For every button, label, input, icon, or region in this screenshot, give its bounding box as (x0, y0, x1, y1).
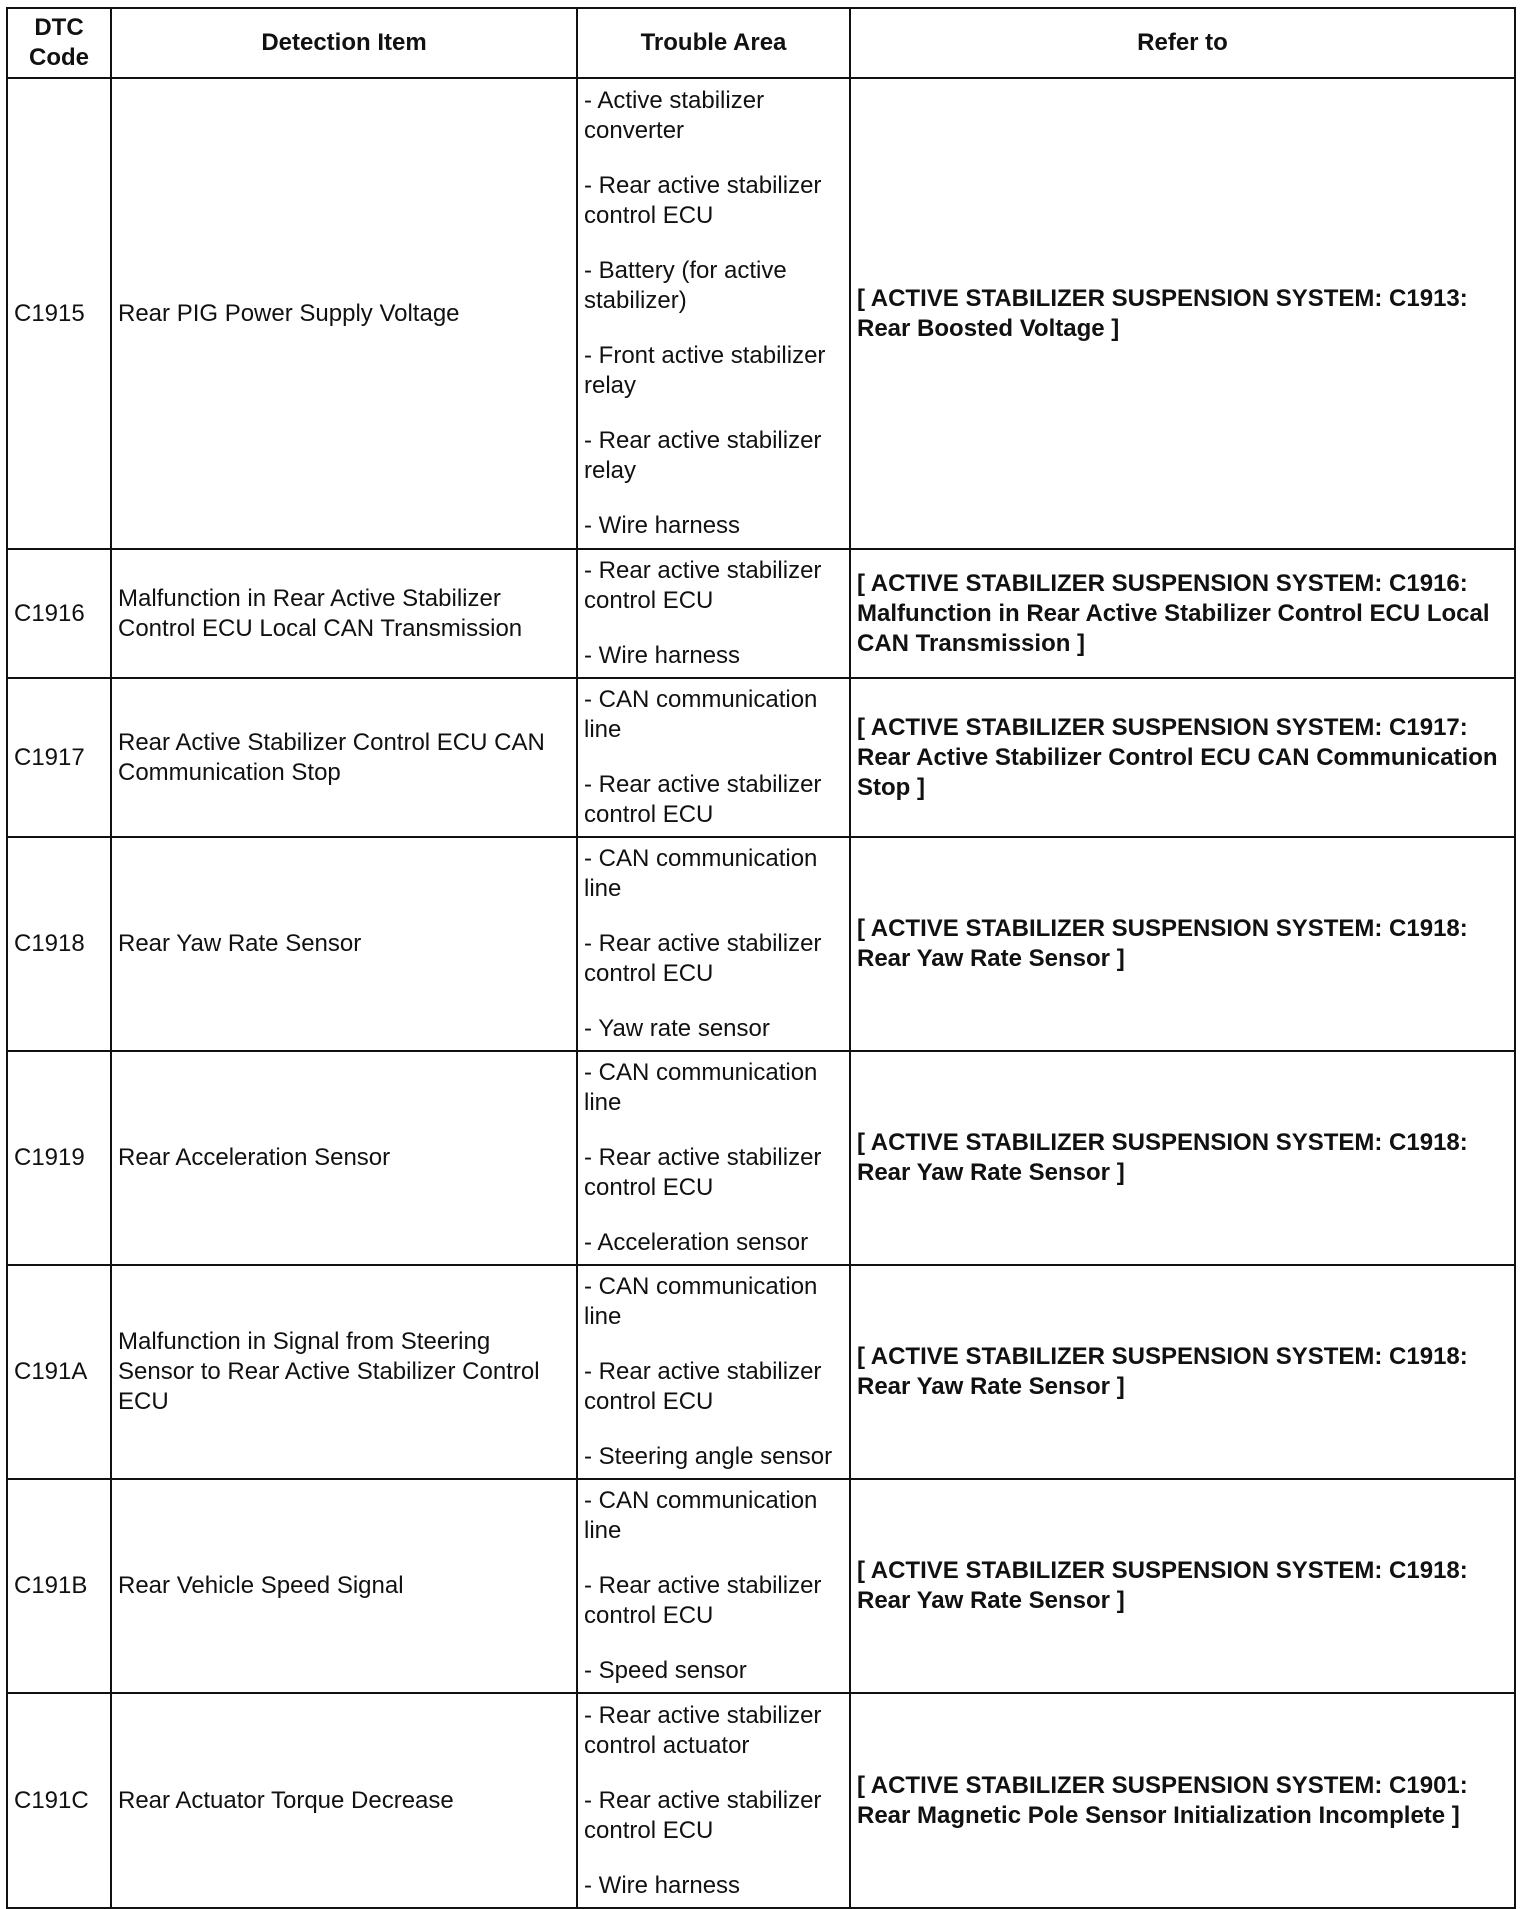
refer-to-link[interactable]: [ ACTIVE STABILIZER SUSPENSION SYSTEM: C1913: Rear Boosted Voltage ] (850, 78, 1515, 549)
trouble-area-item: - Rear active stabilizer control ECU (584, 1572, 822, 1629)
header-dtc-code: DTC Code (7, 8, 111, 78)
trouble-area-item: - Wire harness (584, 512, 741, 539)
refer-to-link[interactable]: [ ACTIVE STABILIZER SUSPENSION SYSTEM: C1918: Rear Yaw Rate Sensor ] (850, 1051, 1515, 1265)
refer-to-link[interactable]: [ ACTIVE STABILIZER SUSPENSION SYSTEM: C1918: Rear Yaw Rate Sensor ] (850, 1265, 1515, 1479)
trouble-area-cell (577, 1479, 850, 1693)
table-row (7, 1693, 1515, 1908)
trouble-area-item: - Steering angle sensor (584, 1443, 833, 1470)
trouble-area-item: - Wire harness (584, 642, 741, 669)
detection-item-cell: Rear Vehicle Speed Signal (111, 1479, 577, 1693)
trouble-area-item: - Rear active stabilizer control actuator (584, 1701, 822, 1759)
dtc-code-cell: C1916 (7, 549, 111, 678)
detection-item-cell: Rear Actuator Torque Decrease (111, 1693, 577, 1908)
header-trouble-area: Trouble Area (577, 8, 850, 78)
trouble-area-item: - CAN communication line (584, 1059, 818, 1116)
trouble-area-cell (577, 78, 850, 549)
table-row (7, 1051, 1515, 1265)
detection-item-cell: Rear Acceleration Sensor (111, 1051, 577, 1265)
table-row (7, 837, 1515, 1051)
refer-to-link[interactable]: [ ACTIVE STABILIZER SUSPENSION SYSTEM: C1901: Rear Magnetic Pole Sensor Initialization Incomplete ] (850, 1693, 1515, 1908)
trouble-area-item: - Acceleration sensor (584, 1229, 809, 1256)
trouble-area-item: - Front active stabilizer relay (584, 342, 826, 399)
refer-to-link[interactable]: [ ACTIVE STABILIZER SUSPENSION SYSTEM: C1918: Rear Yaw Rate Sensor ] (850, 1479, 1515, 1693)
trouble-area-item: - CAN communication line (584, 686, 818, 743)
trouble-area-cell (577, 837, 850, 1051)
detection-item-cell: Malfunction in Rear Active Stabilizer Control ECU Local CAN Transmission (111, 549, 577, 678)
dtc-table (6, 7, 1516, 1909)
trouble-area-item: - Wire harness (584, 1871, 741, 1899)
trouble-area-item: - Rear active stabilizer control ECU (584, 1144, 822, 1201)
table-row (7, 1479, 1515, 1693)
trouble-area-item: - Battery (for active stabilizer) (584, 257, 787, 314)
trouble-area-cell (577, 678, 850, 837)
header-detection-item: Detection Item (111, 8, 577, 78)
trouble-area-cell (577, 1265, 850, 1479)
detection-item-cell: Rear Yaw Rate Sensor (111, 837, 577, 1051)
table-row (7, 678, 1515, 837)
table-row (7, 1265, 1515, 1479)
refer-to-link[interactable]: [ ACTIVE STABILIZER SUSPENSION SYSTEM: C1916: Malfunction in Rear Active Stabilizer Control ECU Local CAN Transmission ] (850, 549, 1515, 678)
trouble-area-item: - Rear active stabilizer control ECU (584, 771, 822, 828)
trouble-area-item: - Speed sensor (584, 1657, 747, 1684)
header-refer-to: Refer to (850, 8, 1515, 78)
trouble-area-item: - Rear active stabilizer control ECU (584, 557, 822, 614)
dtc-code-cell: C1915 (7, 78, 111, 549)
trouble-area-item: - Yaw rate sensor (584, 1015, 770, 1042)
dtc-code-cell: C191B (7, 1479, 111, 1693)
trouble-area-item: - Rear active stabilizer control ECU (584, 1786, 822, 1844)
refer-to-link[interactable]: [ ACTIVE STABILIZER SUSPENSION SYSTEM: C1918: Rear Yaw Rate Sensor ] (850, 837, 1515, 1051)
table-row (7, 549, 1515, 678)
refer-to-link[interactable]: [ ACTIVE STABILIZER SUSPENSION SYSTEM: C1917: Rear Active Stabilizer Control ECU CAN Communication Stop ] (850, 678, 1515, 837)
dtc-code-cell: C1919 (7, 1051, 111, 1265)
dtc-code-cell: C191C (7, 1693, 111, 1908)
dtc-code-cell: C191A (7, 1265, 111, 1479)
table-body (7, 78, 1515, 1908)
dtc-code-cell: C1918 (7, 837, 111, 1051)
table-row (7, 78, 1515, 549)
detection-item-cell: Malfunction in Signal from Steering Sensor to Rear Active Stabilizer Control ECU (111, 1265, 577, 1479)
trouble-area-item: - CAN communication line (584, 845, 818, 902)
trouble-area-item: - Rear active stabilizer control ECU (584, 172, 822, 229)
trouble-area-item: - CAN communication line (584, 1273, 818, 1330)
dtc-code-cell: C1917 (7, 678, 111, 837)
trouble-area-item: - CAN communication line (584, 1487, 818, 1544)
trouble-area-item: - Rear active stabilizer control ECU (584, 1358, 822, 1415)
trouble-area-item: - Rear active stabilizer control ECU (584, 930, 822, 987)
trouble-area-cell (577, 1693, 850, 1908)
detection-item-cell: Rear Active Stabilizer Control ECU CAN Communication Stop (111, 678, 577, 837)
header-row (7, 8, 1515, 78)
trouble-area-item: - Active stabilizer converter (584, 87, 765, 144)
trouble-area-cell (577, 1051, 850, 1265)
detection-item-cell: Rear PIG Power Supply Voltage (111, 78, 577, 549)
trouble-area-cell (577, 549, 850, 678)
trouble-area-item: - Rear active stabilizer relay (584, 427, 822, 484)
